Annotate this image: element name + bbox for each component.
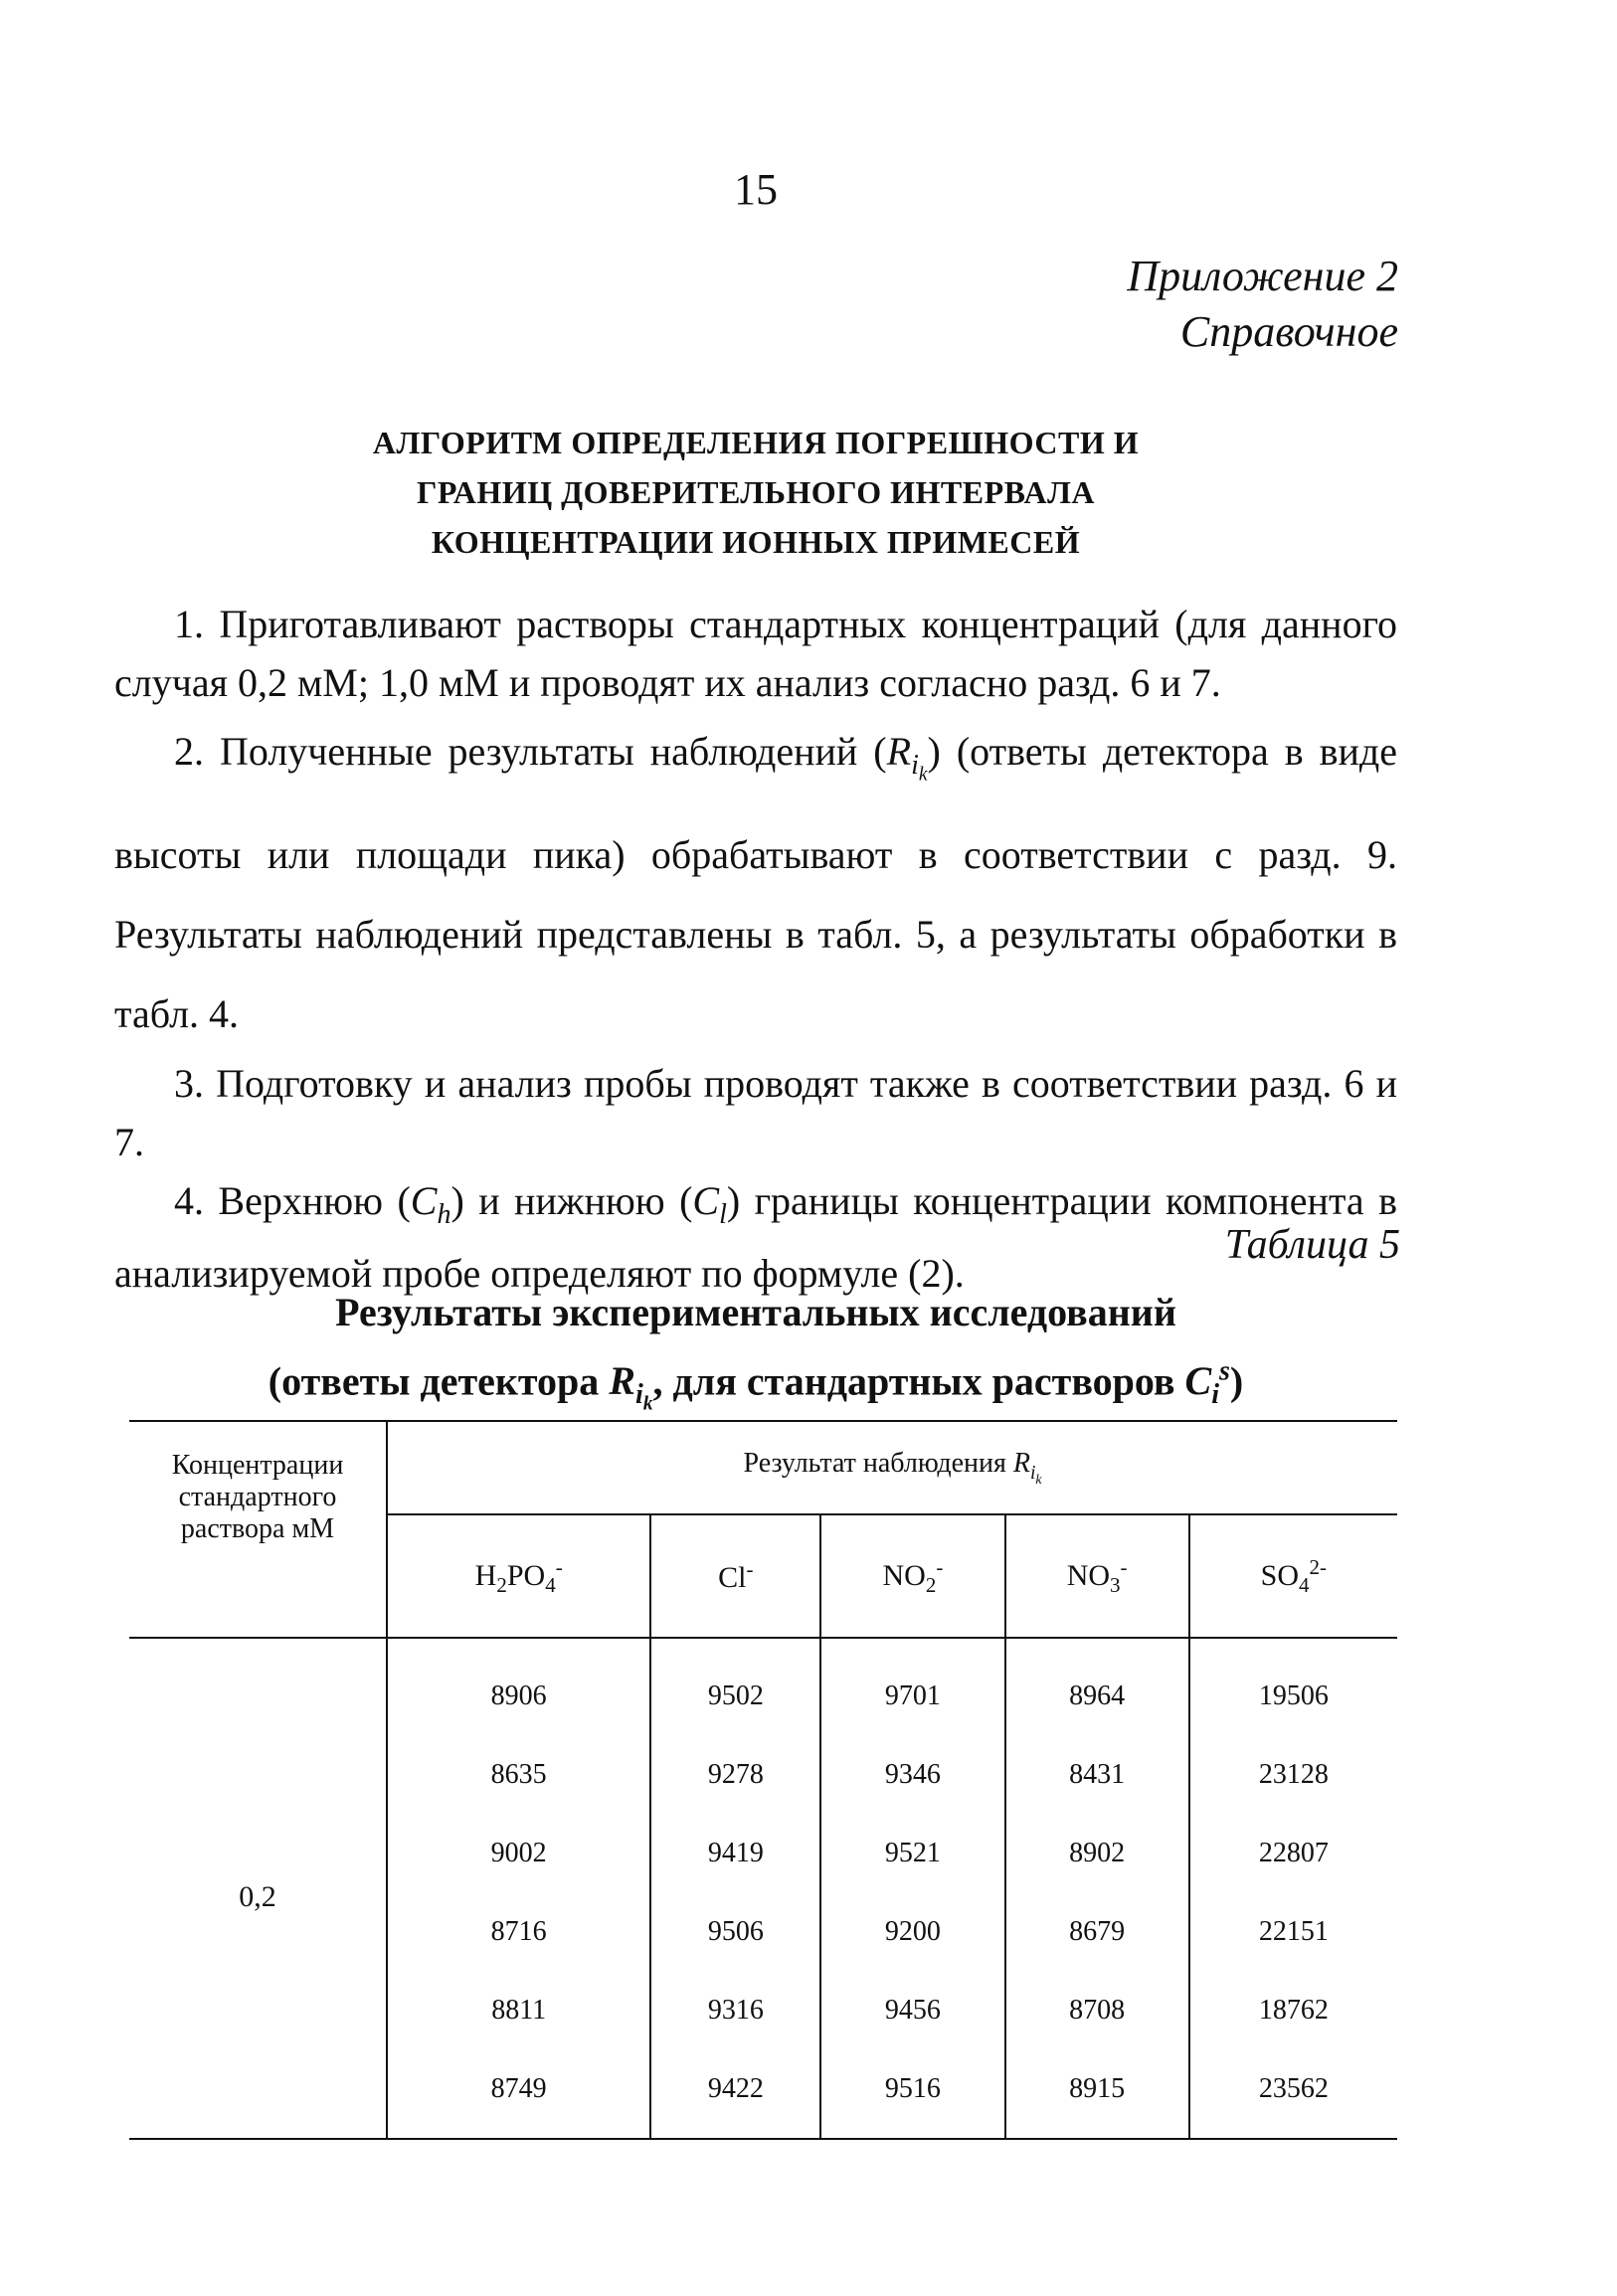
page-number: 15 — [734, 165, 778, 214]
appendix-label — [1127, 249, 1398, 360]
table-label: Таблица 5 — [1224, 1222, 1400, 1268]
table-cell: 9419 — [650, 1814, 820, 1892]
table-cell: 8635 — [387, 1735, 650, 1814]
table-cell: 8964 — [1005, 1638, 1189, 1735]
table-cell: 8902 — [1005, 1814, 1189, 1892]
table-header-row — [129, 1421, 1397, 1514]
table-cell: 9521 — [820, 1814, 1004, 1892]
table-cell: 8811 — [387, 1971, 650, 2049]
paragraph-2-end: ) (ответы детектора в виде высоты или площади пика) обрабатывают в соответствии с разд. 9. Результаты наблюдений представлены в табл. 5, а результаты обработки в табл. 4. — [114, 729, 1397, 1036]
table-cell: 8431 — [1005, 1735, 1189, 1814]
paragraph-2-start: 2. Полученные результаты наблюдений ( — [174, 729, 887, 774]
header-concentration: Концентрации стандартного раствора мМ — [129, 1421, 387, 1638]
header-ion-no3: $NO_3^-$ — [1005, 1514, 1189, 1638]
paragraph-3: 3. Подготовку и анализ пробы проводят также в соответствии разд. 6 и 7. — [114, 1060, 1397, 1164]
table-row — [129, 1638, 1397, 1735]
table-body — [129, 1638, 1397, 2139]
table-cell: 9200 — [820, 1892, 1004, 1971]
table-cell: 18762 — [1258, 1994, 1329, 2026]
table-cell: 8906 — [387, 1638, 650, 1735]
table-title-line-2: (ответы детектора $R_{i_k}$, для стандартных растворов $C_i^s$) — [268, 1356, 1244, 1415]
formula-r-ik: $R_{i_k}$ — [886, 729, 928, 786]
table-cell: 8716 — [387, 1892, 650, 1971]
header-ion-so4: $SO_4^{2-}$ — [1189, 1514, 1397, 1638]
table-cell: 9701 — [820, 1638, 1004, 1735]
header-ion-h2po4: $H_2PO_4^-$ — [387, 1514, 650, 1638]
table-cell: 23562 — [1189, 2049, 1397, 2139]
document-title — [0, 418, 1512, 567]
table-title-line-1: Результаты экспериментальных исследований — [335, 1290, 1176, 1334]
table-cell: 9002 — [387, 1814, 650, 1892]
formula-c-l: $C_l$ — [692, 1177, 727, 1230]
table-cell: 22807 — [1258, 1837, 1329, 1868]
title-line-1: АЛГОРИТМ ОПРЕДЕЛЕНИЯ ПОГРЕШНОСТИ И — [372, 425, 1140, 460]
table-title — [114, 1283, 1397, 1435]
table-cell: 9346 — [820, 1735, 1004, 1814]
body-text — [114, 595, 1397, 1303]
paragraph-1: 1. Приготавливают растворы стандартных концентраций (для данного случая 0,2 мМ; 1,0 мМ и проводят их анализ согласно разд. 6 и 7. — [114, 602, 1397, 705]
appendix-number: Приложение 2 — [1127, 252, 1398, 300]
header-results: Результат наблюдения $R_{i_k}$ — [387, 1421, 1397, 1514]
title-line-3: КОНЦЕНТРАЦИИ ИОННЫХ ПРИМЕСЕЙ — [431, 524, 1081, 560]
title-line-2: ГРАНИЦ ДОВЕРИТЕЛЬНОГО ИНТЕРВАЛА — [416, 474, 1096, 510]
table-cell: 9316 — [650, 1971, 820, 2049]
table-cell: 9422 — [650, 2049, 820, 2139]
formula-c-i-s: $C_i^s$ — [1184, 1356, 1230, 1411]
table-cell: 8679 — [1005, 1892, 1189, 1971]
table-cell: 23128 — [1258, 1758, 1329, 1790]
results-table — [129, 1420, 1397, 2140]
table-cell: 9502 — [650, 1638, 820, 1735]
header-ion-no2: $NO_2^-$ — [820, 1514, 1004, 1638]
table-cell: 8708 — [1005, 1971, 1189, 2049]
table-cell: 8749 — [387, 2049, 650, 2139]
formula-r-ik-title: $R_{i_k}$ — [609, 1358, 653, 1415]
table-cell: 9278 — [650, 1735, 820, 1814]
paragraph-4: 4. Верхнюю $(C_h)$ и нижнюю $(C_l)$ границы концентрации компонента в анализируемой пробе определяют по формуле (2). — [114, 1177, 1397, 1296]
concentration-cell: 0,2 — [129, 1638, 387, 2139]
table-cell: 9456 — [820, 1971, 1004, 2049]
table-cell: 22151 — [1258, 1915, 1329, 1947]
paragraph-2 — [114, 712, 1397, 1054]
table-cell: 9506 — [650, 1892, 820, 1971]
table-cell: 19506 — [1258, 1679, 1329, 1711]
table-cell: 9516 — [820, 2049, 1004, 2139]
header-ion-cl: Cl- — [650, 1514, 820, 1638]
formula-c-h: $C_h$ — [410, 1177, 451, 1230]
appendix-type: Справочное — [1179, 307, 1398, 356]
table-cell: 8915 — [1005, 2049, 1189, 2139]
